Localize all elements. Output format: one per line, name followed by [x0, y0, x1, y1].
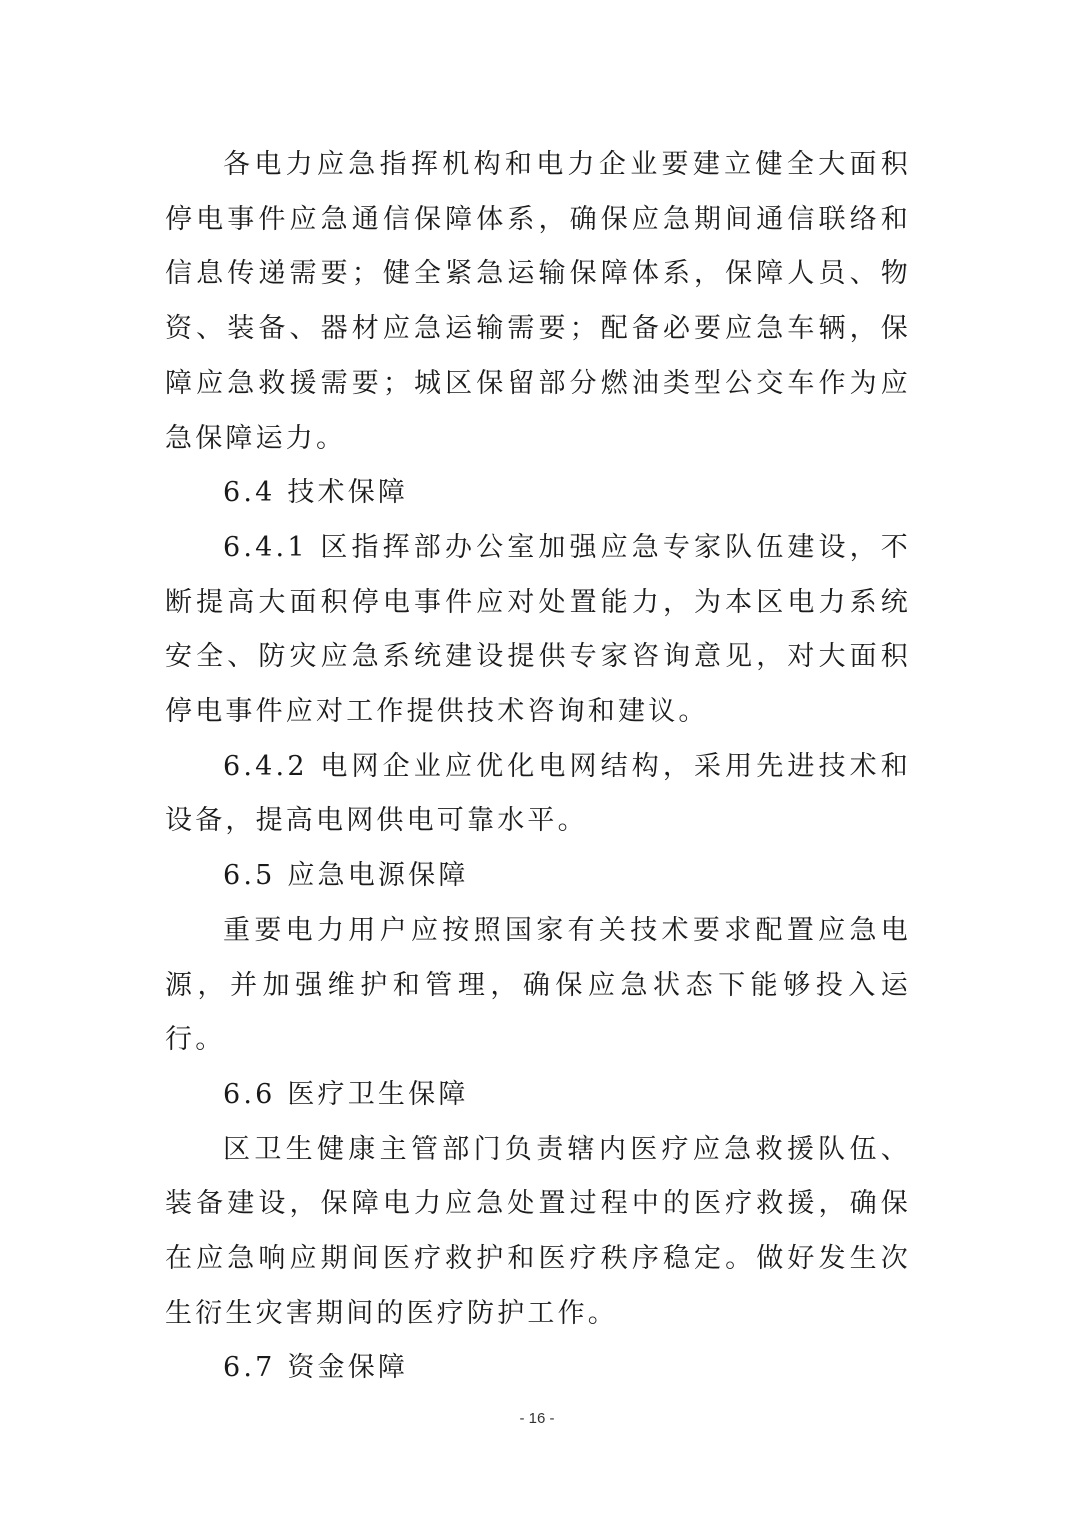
document-body: [165, 138, 911, 1396]
section-heading-6-4: 6.4 技术保障: [223, 477, 409, 509]
paragraph-6-4-2: 6.4.2 电网企业应优化电网结构，采用先进技术和设备，提高电网供电可靠水平。: [165, 750, 911, 837]
section-heading-6-5: 6.5 应急电源保障: [223, 860, 469, 892]
paragraph-6-4-1: 6.4.1 区指挥部办公室加强应急专家队伍建设，不断提高大面积停电事件应对处置能力，为本区电力系统安全、防灾应急系统建设提供专家咨询意见，对大面积停电事件应对工作提供技术咨询和建议。: [165, 531, 911, 728]
section-heading-6-6: 6.6 医疗卫生保障: [223, 1078, 469, 1110]
section-heading-6-7: 6.7 资金保障: [223, 1352, 409, 1384]
paragraph-6-6: 区卫生健康主管部门负责辖内医疗应急救援队伍、装备建设，保障电力应急处置过程中的医疗救援，确保在应急响应期间医疗救护和医疗秩序稳定。做好发生次生衍生灾害期间的医疗防护工作。: [165, 1133, 911, 1329]
paragraph-communication-transport: 各电力应急指挥机构和电力企业要建立健全大面积停电事件应急通信保障体系，确保应急期间通信联络和信息传递需要；健全紧急运输保障体系，保障人员、物资、装备、器材应急运输需要；配备必要应急车辆，保障应急救援需要；城区保留部分燃油类型公交车作为应急保障运力。: [165, 149, 911, 454]
page-number: - 16 -: [519, 1410, 555, 1427]
paragraph-6-5: 重要电力用户应按照国家有关技术要求配置应急电源，并加强维护和管理，确保应急状态下能够投入运行。: [165, 914, 911, 1056]
